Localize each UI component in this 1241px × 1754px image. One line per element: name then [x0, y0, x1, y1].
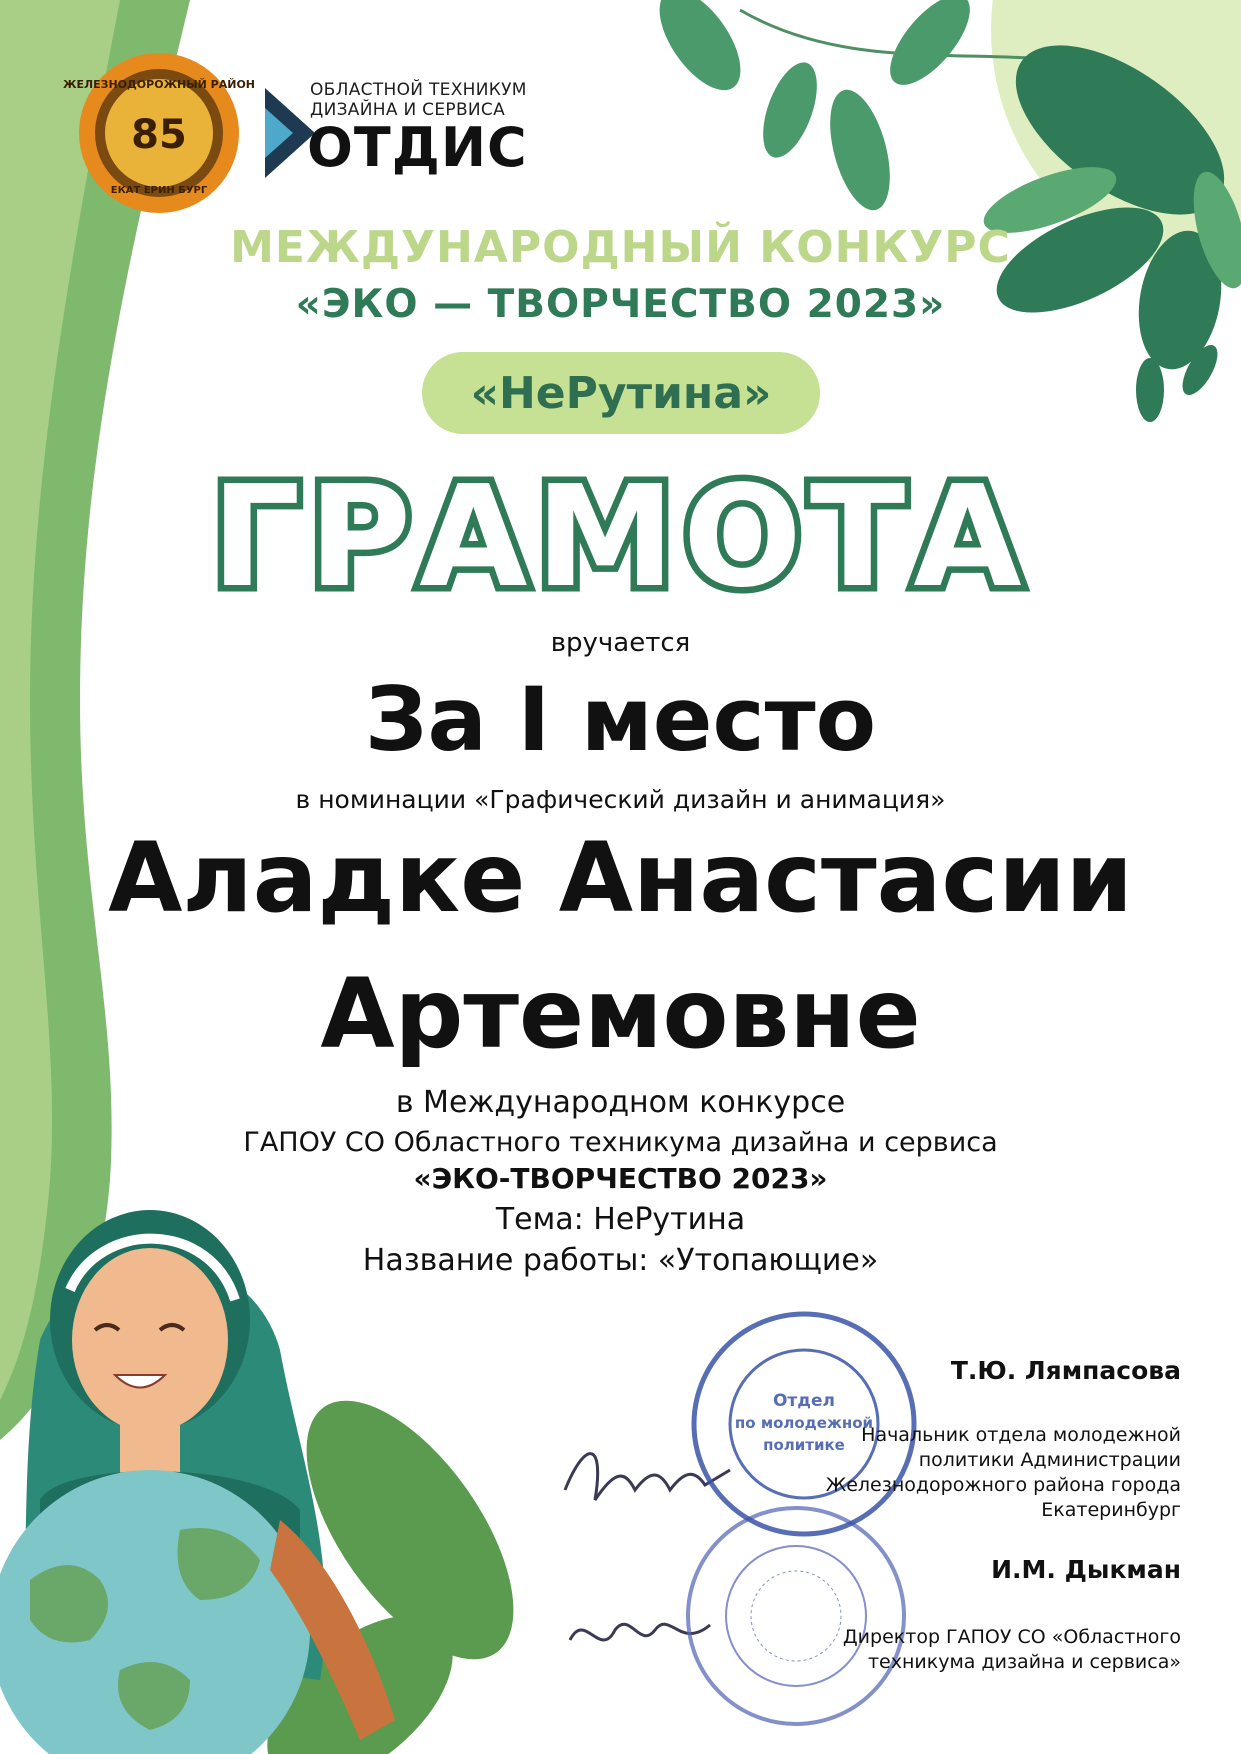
contest-title: МЕЖДУНАРОДНЫЙ КОНКУРС [230, 222, 1011, 273]
otdis-logo [265, 80, 535, 180]
girl-with-globe-illustration [0, 1200, 420, 1754]
contest-line-b: ГАПОУ СО Областного техникума дизайна и сервиса [243, 1127, 998, 1158]
signatory-1-name: Т.Ю. Лямпасова [950, 1356, 1181, 1385]
theme-line: Тема: НеРутина [495, 1202, 746, 1237]
place-text: За I место [364, 668, 877, 771]
stamp-center-line-3: политике [763, 1436, 845, 1454]
awarded-text: вручается [550, 628, 691, 658]
signatory-2-position-line: Директор ГАПОУ СО «Областного [842, 1626, 1181, 1648]
recipient-name-line-1: Аладке Анастасии [108, 822, 1133, 934]
signatory-1-position [826, 1423, 1181, 1523]
signatory-1-position-line: Железнодорожного района города [825, 1474, 1181, 1496]
badge-city: ЕКАТ ЕРИН БУРГ [110, 185, 208, 196]
theme-pill-text: «НеРутина» [470, 367, 772, 419]
signatory-1-position-line: Екатеринбург [1041, 1499, 1181, 1521]
signatory-1-position-line: Начальник отдела молодежной [861, 1424, 1181, 1446]
stamp-center-line-2: по молодежной [734, 1414, 874, 1432]
signatory-2-name: И.М. Дыкман [991, 1555, 1181, 1584]
stamp-center-line-1: Отдел [772, 1391, 836, 1411]
anniversary-badge [62, 48, 256, 218]
contest-line-a: в Международном конкурсе [395, 1085, 846, 1120]
contest-subtitle: «ЭКО — ТВОРЧЕСТВО 2023» [295, 282, 946, 327]
nomination-text: в номинации «Графический дизайн и анимация» [295, 785, 946, 814]
badge-ring-text: ЖЕЛЕЗНОДОРОЖНЫЙ РАЙОН [62, 78, 256, 91]
badge-number: 85 [131, 112, 187, 158]
theme-pill [422, 352, 820, 434]
contest-line-c: «ЭКО-ТВОРЧЕСТВО 2023» [413, 1162, 828, 1195]
signatory-2-position-line: техникума дизайна и сервиса» [867, 1651, 1181, 1673]
logo-name: ОТДИС [307, 116, 528, 179]
recipient-name-line-2: Артемовне [320, 958, 921, 1070]
work-title-line: Название работы: «Утопающие» [362, 1243, 879, 1278]
signatory-2-position [843, 1625, 1181, 1675]
certificate-heading: ГРАМОТА [211, 456, 1030, 619]
signatory-1-position-line: политики Администрации [918, 1449, 1181, 1471]
logo-line-2: ДИЗАЙНА И СЕРВИСА [310, 100, 506, 120]
logo-line-1: ОБЛАСТНОЙ ТЕХНИКУМ [310, 80, 527, 100]
